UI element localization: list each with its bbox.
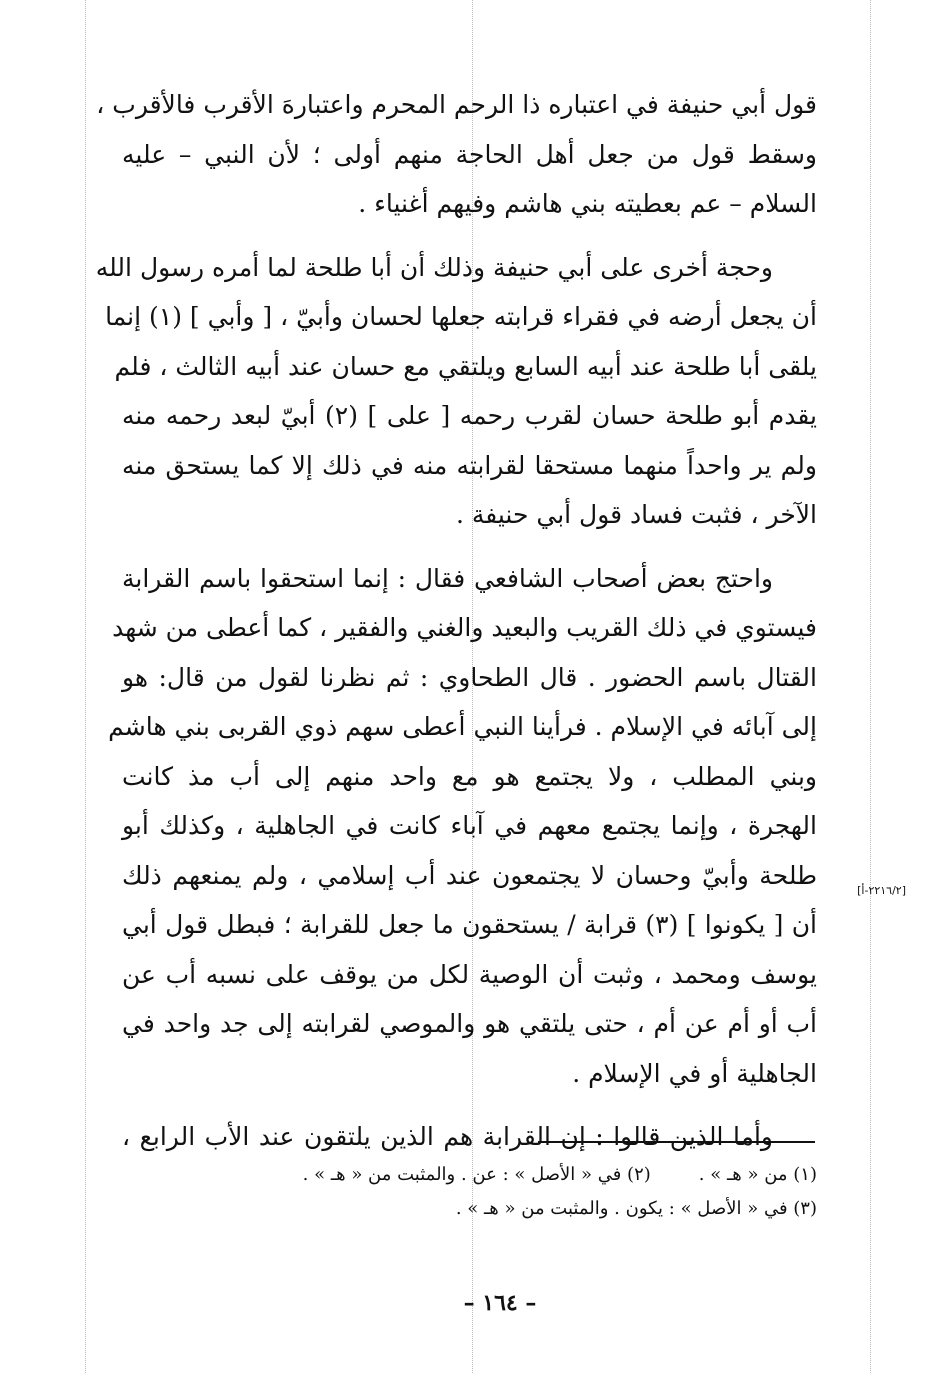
dotted-margin-line-right xyxy=(870,0,871,1373)
text-line: قول أبي حنيفة في اعتباره ذا الرحم المحرم واعتبارهَ الأقرب فالأقرب ، xyxy=(96,90,817,119)
paragraph-1 xyxy=(96,80,817,229)
text-line: وبني المطلب ، ولا يجتمع هو مع واحد منهم إلى أب مذ كانت xyxy=(122,761,817,791)
footnote-row xyxy=(180,1158,817,1192)
text-line: يقدم أبو طلحة حسان لقرب رحمه [ على ] (٢) أبيّ لبعد رحمه منه xyxy=(122,401,817,430)
paragraph-3 xyxy=(108,554,818,1099)
paragraph-2 xyxy=(95,243,817,540)
text-line: يوسف ومحمد ، وثبت أن الوصية لكل من يوقف على نسبه أب عن xyxy=(122,959,817,989)
text-line: يلقى أبا طلحة عند أبيه السابع ويلتقي مع حسان عند أبيه الثالث ، فلم xyxy=(114,351,817,381)
text-line: واحتج بعض أصحاب الشافعي فقال : إنما استحقوا باسم القرابة xyxy=(122,563,773,593)
footnote-2: (٢) في « الأصل » : عن . والمثبت من « هـ » . xyxy=(302,1164,651,1185)
footnotes xyxy=(180,1158,817,1226)
manuscript-folio-marker: [٢٢١٦/٢-أ] xyxy=(857,884,906,897)
text-line: السلام – عم بعطيته بني هاشم وفيهم أغنياء . xyxy=(358,189,817,218)
text-line: الجاهلية أو في الإسلام . xyxy=(572,1058,817,1088)
footnote-1: (١) من « هـ » . xyxy=(698,1164,817,1185)
paragraph-4 xyxy=(122,1112,817,1162)
main-text xyxy=(95,80,818,1176)
text-line: أب أو أم عن أم ، حتى يلتقي هو والموصي لقرابته إلى جد واحد في xyxy=(122,1009,817,1038)
dotted-margin-line-left xyxy=(85,0,86,1373)
text-line: وسقط قول من جعل أهل الحاجة منهم أولى ؛ لأن النبي – عليه xyxy=(122,139,817,169)
text-line: أن يجعل أرضه في فقراء قرابته جعلها لحسان وأبيّ ، [ وأبي ] (١) إنما xyxy=(105,302,817,331)
text-line: ولم ير واحداً منهما مستحقا لقرابته منه في ذلك إلا كما يستحق منه xyxy=(122,450,817,480)
text-line: إلى آبائه في الإسلام . فرأينا النبي أعطى سهم ذوي القربى بني هاشم xyxy=(108,712,817,741)
text-line: فيستوي في ذلك القريب والبعيد والغني والفقير ، كما أعطى من شهد xyxy=(112,613,817,642)
text-line: أن [ يكونوا ] (٣) قرابة / يستحقون ما جعل للقرابة ؛ فبطل قول أبي xyxy=(122,910,818,939)
text-line: القتال باسم الحضور . قال الطحاوي : ثم نظرنا لقول من قال: هو xyxy=(122,662,817,692)
page-number: – ١٦٤ – xyxy=(463,1290,537,1316)
text-line: وأما الذين قالوا : إن القرابة هم الذين يلتقون عند الأب الرابع ، xyxy=(122,1122,773,1151)
text-line: الآخر ، فثبت فساد قول أبي حنيفة . xyxy=(455,500,817,529)
text-line: طلحة وأبيّ وحسان لا يجتمعون عند أب إسلامي ، ولم يمنعهم ذلك xyxy=(122,860,817,890)
footnote-divider xyxy=(538,1141,815,1143)
footnote-3: (٣) في « الأصل » : يكون . والمثبت من « هـ » . xyxy=(455,1198,817,1219)
text-line: الهجرة ، وإنما يجتمع معهم في آباء كانت في الجاهلية ، وكذلك أبو xyxy=(122,811,817,840)
footnote-row xyxy=(180,1192,817,1226)
text-line: وحجة أخرى على أبي حنيفة وذلك أن أبا طلحة لما أمره رسول الله xyxy=(95,252,773,282)
